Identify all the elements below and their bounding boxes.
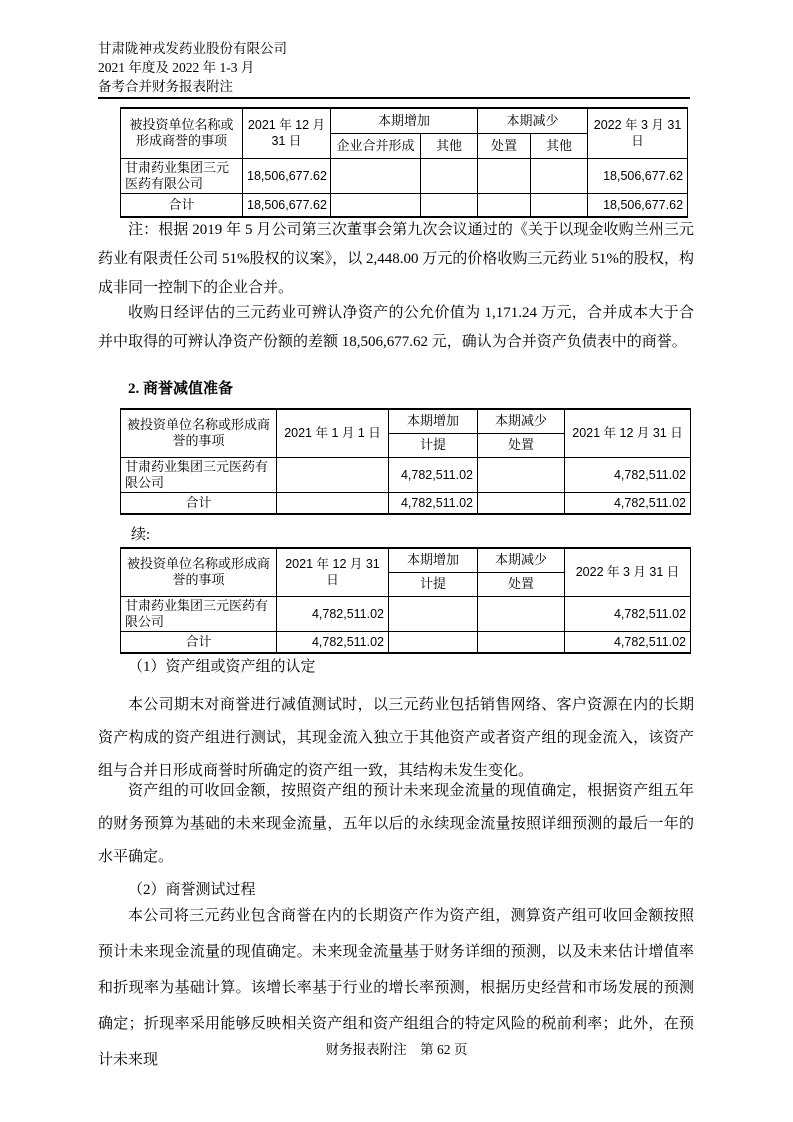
continuation-label: 续: xyxy=(131,527,151,543)
recoverable-amount-paragraph: 资产组的可收回金额，按照资产组的预计未来现金流量的现值确定，根据资产组五年的财务预算为基础的未来现金流量，五年以后的永续现金流量按照详细预测的最后一年的水平确定。 xyxy=(98,783,694,865)
cell-total-label: 合计 xyxy=(121,193,243,217)
table-header-row xyxy=(121,548,691,572)
cell-accrual xyxy=(389,596,478,631)
col-group-decrease: 本期减少 xyxy=(478,108,588,133)
col-header-entity: 被投资单位名称或形成商誉的事项 xyxy=(121,548,277,596)
col-header-increase-other: 其他 xyxy=(421,133,478,158)
note-paragraph: 注：根据 2019 年 5 月公司第三次董事会第九次会议通过的《关于以现金收购兰州三元药业有限责任公司 51%股权的议案》，以 2,448.00 万元的价格收购三元药业 51%的股权，构成非同一控制下的企业合并。 xyxy=(98,222,694,296)
cell-increase-other xyxy=(421,193,478,217)
col-header-opening: 2021 年 12 月 31 日 xyxy=(277,548,389,596)
cell-disposal xyxy=(478,193,531,217)
table-row xyxy=(121,596,691,631)
col-header-business-combination: 企业合并形成 xyxy=(331,133,421,158)
goodwill-cost-table xyxy=(120,107,688,218)
cell-closing: 4,782,511.02 xyxy=(565,596,691,631)
col-group-increase: 本期增加 xyxy=(331,108,478,133)
cell-total-label: 合计 xyxy=(121,631,277,653)
col-header-disposal: 处置 xyxy=(478,133,531,158)
cell-opening xyxy=(277,492,389,514)
cell-entity: 甘肃药业集团三元医药有限公司 xyxy=(121,596,277,631)
cell-disposal xyxy=(478,596,565,631)
table-total-row xyxy=(121,193,688,217)
subsection1-heading: （1）资产组或资产组的认定 xyxy=(128,659,316,675)
table-row xyxy=(121,457,691,492)
cell-closing: 4,782,511.02 xyxy=(565,631,691,653)
cell-closing: 4,782,511.02 xyxy=(565,457,691,492)
table-total-row xyxy=(121,631,691,653)
col-header-decrease-other: 其他 xyxy=(531,133,588,158)
table-total-row xyxy=(121,492,691,514)
col-header-closing: 2022 年 3 月 31 日 xyxy=(588,108,688,158)
col-header-disposal: 处置 xyxy=(478,572,565,596)
col-header-accrual: 计提 xyxy=(389,433,478,457)
document-header xyxy=(98,39,287,96)
impairment-table-2022 xyxy=(120,547,691,654)
cell-decrease-other xyxy=(531,158,588,193)
impairment-table-2021 xyxy=(120,408,691,515)
cell-opening: 18,506,677.62 xyxy=(243,158,331,193)
test-process-paragraph: 本公司将三元药业包含商誉在内的长期资产作为资产组，测算资产组可收回金额按照预计未来现金流量的现值确定。未来现金流量基于财务详细的预测，以及未来估计增值率和折现率为基础计算。该增长率基于行业的增长率预测，根据历史经营和市场发展的预测确定；折现率采用能够反映相关资产组和资产组组合的特定风险的税前利率；此外，在预计未来现 xyxy=(98,908,694,1068)
cell-opening xyxy=(277,457,389,492)
cell-business-combination xyxy=(331,158,421,193)
header-divider xyxy=(98,97,690,99)
cell-accrual: 4,782,511.02 xyxy=(389,492,478,514)
report-period: 2021 年度及 2022 年 1-3 月 xyxy=(98,60,255,75)
cell-increase-other xyxy=(421,158,478,193)
cell-opening: 18,506,677.62 xyxy=(243,193,331,217)
cell-entity: 甘肃药业集团三元医药有限公司 xyxy=(121,457,277,492)
page-footer: 财务报表附注 第 62 页 xyxy=(325,1042,468,1057)
cell-closing: 18,506,677.62 xyxy=(588,193,688,217)
col-header-opening: 2021 年 1 月 1 日 xyxy=(277,409,389,457)
col-header-entity: 被投资单位名称或形成商誉的事项 xyxy=(121,108,243,158)
cell-disposal xyxy=(478,457,565,492)
section2-heading: 2. 商誉减值准备 xyxy=(128,381,234,397)
col-group-increase: 本期增加 xyxy=(389,409,478,433)
col-header-accrual: 计提 xyxy=(389,572,478,596)
cell-decrease-other xyxy=(531,193,588,217)
col-group-increase: 本期增加 xyxy=(389,548,478,572)
cell-opening: 4,782,511.02 xyxy=(277,631,389,653)
cell-disposal xyxy=(478,631,565,653)
table-header-row xyxy=(121,409,691,433)
table-header-row xyxy=(121,108,688,133)
cell-entity: 甘肃药业集团三元医药有限公司 xyxy=(121,158,243,193)
col-header-opening: 2021 年 12 月 31 日 xyxy=(243,108,331,158)
col-header-closing: 2022 年 3 月 31 日 xyxy=(565,548,691,596)
cell-closing: 4,782,511.02 xyxy=(565,492,691,514)
col-group-decrease: 本期减少 xyxy=(478,409,565,433)
cell-disposal xyxy=(478,492,565,514)
col-header-entity: 被投资单位名称或形成商誉的事项 xyxy=(121,409,277,457)
cell-opening: 4,782,511.02 xyxy=(277,596,389,631)
cell-accrual: 4,782,511.02 xyxy=(389,457,478,492)
col-header-closing: 2021 年 12 月 31 日 xyxy=(565,409,691,457)
asset-group-paragraph: 本公司期末对商誉进行减值测试时，以三元药业包括销售网络、客户资源在内的长期资产构成的资产组进行测试，其现金流入独立于其他资产或者资产组的现金流入，该资产组与合并日形成商誉时所确定的资产组一致，其结构未发生变化。 xyxy=(98,697,694,779)
col-group-decrease: 本期减少 xyxy=(478,548,565,572)
cell-closing: 18,506,677.62 xyxy=(588,158,688,193)
document-title: 备考合并财务报表附注 xyxy=(98,79,233,94)
cell-business-combination xyxy=(331,193,421,217)
table-row xyxy=(121,158,688,193)
company-name: 甘肃陇神戎发药业股份有限公司 xyxy=(98,41,287,56)
cell-disposal xyxy=(478,158,531,193)
acquisition-paragraph: 收购日经评估的三元药业可辨认净资产的公允价值为 1,171.24 万元，合并成本大于合并中取得的可辨认净资产份额的差额 18,506,677.62 元，确认为合并资产负债表中的商誉。 xyxy=(98,305,694,350)
cell-accrual xyxy=(389,631,478,653)
cell-total-label: 合计 xyxy=(121,492,277,514)
col-header-disposal: 处置 xyxy=(478,433,565,457)
subsection2-heading: （2）商誉测试过程 xyxy=(128,882,256,898)
